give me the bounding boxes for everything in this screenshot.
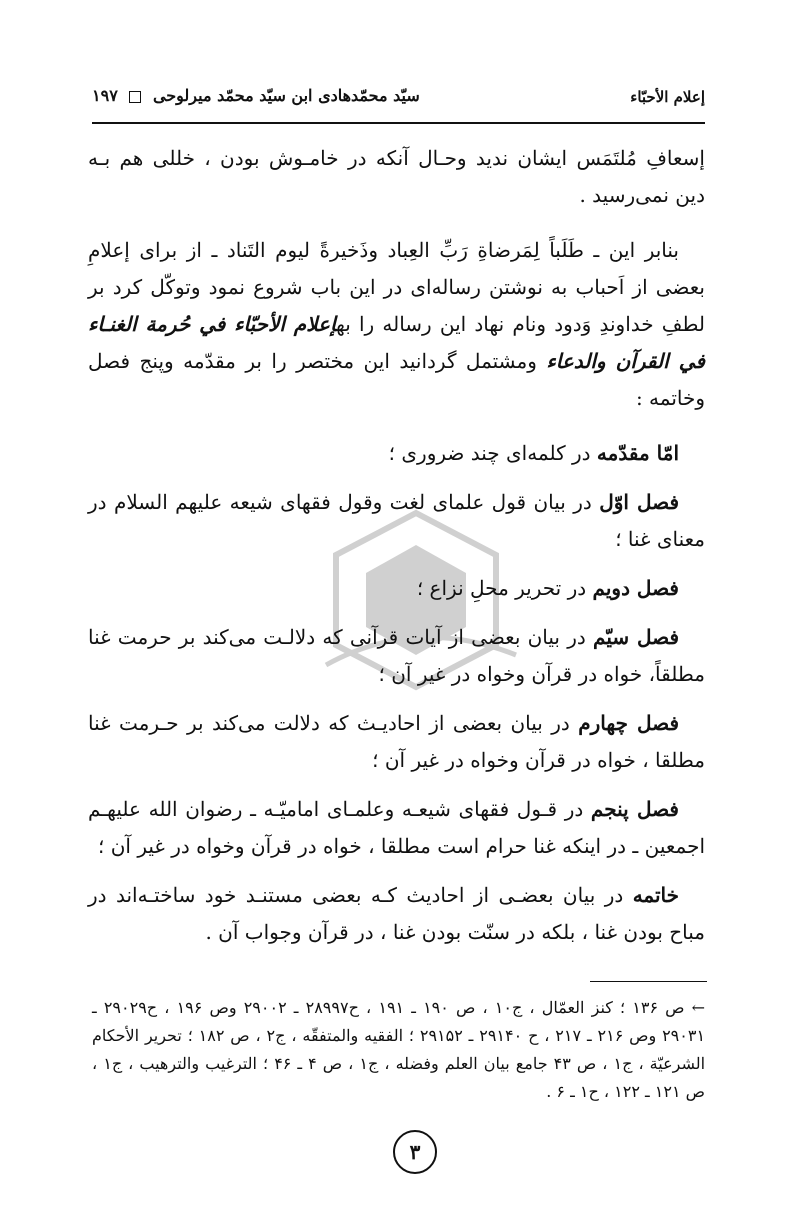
list-item-introduction <box>88 435 705 472</box>
footnote <box>92 994 705 1106</box>
item-label: فصل دويم <box>592 576 679 600</box>
item-label: فصل اوّل <box>599 490 680 514</box>
item-text: در كلمه‌ای چند ضروری ؛ <box>388 441 591 465</box>
item-text: در بيان بعضـی از احاديث كـه بعضی مستنـد خود ساختـه‌اند در مباح بودن غنا ، بلكه در سنّت بودن غنا ، در قرآن وجواب آن . <box>88 883 705 944</box>
square-separator-icon <box>129 91 141 103</box>
list-item-chapter-5 <box>88 791 705 865</box>
item-text: در تحرير محلِ نزاع ؛ <box>416 576 587 600</box>
paragraph-2 <box>88 232 705 417</box>
list-item-chapter-3 <box>88 619 705 693</box>
treatise-title: إعلام الأحبّاء في حُرمة الغنـاء في القرآن والدعاء <box>88 312 705 373</box>
item-text: در قـول فقهای شيعـه وعلمـای اماميّـه ـ رضوان الله عليهـم اجمعين ـ در اينكه غنا حرام است مطلقا ، خواه در قرآن وخواه در غير آن ؛ <box>88 797 705 858</box>
list-item-chapter-2 <box>88 570 705 607</box>
item-label: امّا مقدّمه <box>596 441 679 465</box>
item-text: در بيان بعضی از آيات قرآنی كه دلالـت می‌كند بر حرمت غنا مطلقاً، خواه در قرآن وخواه در غير آن ؛ <box>88 625 705 686</box>
continuation-arrow-icon: ← <box>691 998 706 1017</box>
header-page-number: ١٩٧ <box>92 86 118 105</box>
item-label: فصل چهارم <box>578 711 679 735</box>
item-text: در بيان بعضی از احاديـث كه دلالت می‌كند بر حـرمت غنا مطلقا ، خواه در قرآن وخواه در غير آن ؛ <box>88 711 705 772</box>
page-number-circle: ٣ <box>393 1130 437 1174</box>
list-item-conclusion <box>88 877 705 951</box>
paragraph-1: إسعافِ مُلتَمَس ايشان نديد وحـال آنكه در خامـوش بودن ، خللی هم بـه دين نمی‌رسيد . <box>88 146 705 207</box>
item-label: خاتمه <box>632 883 679 907</box>
item-label: فصل سيّم <box>593 625 680 649</box>
author-line: سيّد محمّدهادی ابن سيّد محمّد ميرلوحی <box>152 86 420 105</box>
book-title: إعلام الأحبّاء <box>630 88 705 106</box>
main-text <box>88 140 705 963</box>
item-text: در بيان قول علمای لغت وقول فقهای شيعه عليهم السلام در معنای غنا ؛ <box>88 490 705 551</box>
running-header <box>92 84 705 114</box>
item-label: فصل پنجم <box>590 797 679 821</box>
header-rule <box>92 122 705 124</box>
paragraph-2-start: بنابر اين ـ طَلَباً لِمَرضاةِ رَبِّ العِباد وذَخيرةً ليوم التَناد ـ از برای إعلامِ بعضی از اَحباب به نوشتن رساله‌ای در اين باب شروع نمود وتوكّل كرد بر لطفِ خداوندِ وَدود ونام نهاد اين رساله را به <box>88 238 705 336</box>
list-item-chapter-4 <box>88 705 705 779</box>
list-item-chapter-1 <box>88 484 705 558</box>
footnote-text: ص ١٣۶ ؛ كنز العمّال ، ج١٠ ، ص ١٩٠ ـ ١٩١ ، ح٢٨٩٩٧ ـ ٢٩٠٠٢ وص ١٩۶ ، ح٢٩٠٢٩ ـ ٢٩٠٣١ وص ٢١۶ ـ ٢١٧ ، ح ٢٩١۴٠ ـ ٢٩١۵٢ ؛ الفقيه والمتفقّه ، ج٢ ، ص ١٨٢ ؛ تحرير الأحكام الشرعيّة ، ج١ ، ص ۴٣ جامع بيان العلم وفضله ، ج١ ، ص ۴ ـ ۴۶ ؛ الترغيب والترهيب ، ج١ ، ص ١٢١ ـ ١٢٢ ، ح١ ـ ۶ . <box>92 998 706 1101</box>
author-header <box>92 86 420 105</box>
footnote-rule <box>590 981 707 982</box>
paragraph-2-end: ومشتمل گردانيد اين مختصر را بر مقدّمه وپنج فصل وخاتمه : <box>88 349 705 410</box>
